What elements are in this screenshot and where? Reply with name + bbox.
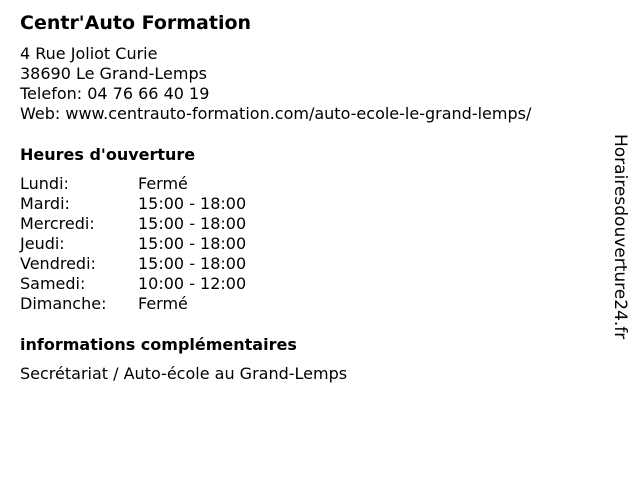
address-block: [20, 44, 600, 124]
hours-row-tuesday: [20, 194, 600, 214]
time-value: 15:00 - 18:00: [138, 194, 247, 213]
day-label: Lundi:: [20, 174, 69, 193]
day-label: Samedi:: [20, 274, 86, 293]
day-label: Mardi:: [20, 194, 70, 213]
time-value: Fermé: [138, 174, 188, 193]
time-value: 15:00 - 18:00: [138, 234, 247, 253]
day-label: Vendredi:: [20, 254, 96, 273]
hours-row-thursday: [20, 234, 600, 254]
hours-row-friday: [20, 254, 600, 274]
hours-row-monday: [20, 174, 600, 194]
business-card: [20, 10, 600, 384]
hours-row-wednesday: [20, 214, 600, 234]
additional-info-heading: informations complémentaires: [20, 335, 297, 354]
day-label: Mercredi:: [20, 214, 95, 233]
time-value: 10:00 - 12:00: [138, 274, 247, 293]
day-label: Dimanche:: [20, 294, 107, 313]
time-value: 15:00 - 18:00: [138, 214, 247, 233]
time-value: 15:00 - 18:00: [138, 254, 247, 273]
time-value: Fermé: [138, 294, 188, 313]
website-link[interactable]: Web: www.centrauto-formation.com/auto-ecole-le-grand-lemps/: [20, 104, 532, 123]
street-address: 4 Rue Joliot Curie: [20, 44, 158, 63]
hours-row-sunday: [20, 294, 600, 314]
hours-row-saturday: [20, 274, 600, 294]
opening-hours-table: [20, 174, 600, 314]
site-watermark: Horairesdouverture24.fr: [610, 134, 630, 340]
additional-info-text: Secrétariat / Auto-école au Grand-Lemps: [20, 364, 348, 383]
business-name: Centr'Auto Formation: [20, 12, 252, 34]
phone-number: Telefon: 04 76 66 40 19: [20, 84, 210, 103]
day-label: Jeudi:: [20, 234, 65, 253]
city-postcode: 38690 Le Grand-Lemps: [20, 64, 207, 83]
opening-hours-heading: Heures d'ouverture: [20, 145, 196, 164]
